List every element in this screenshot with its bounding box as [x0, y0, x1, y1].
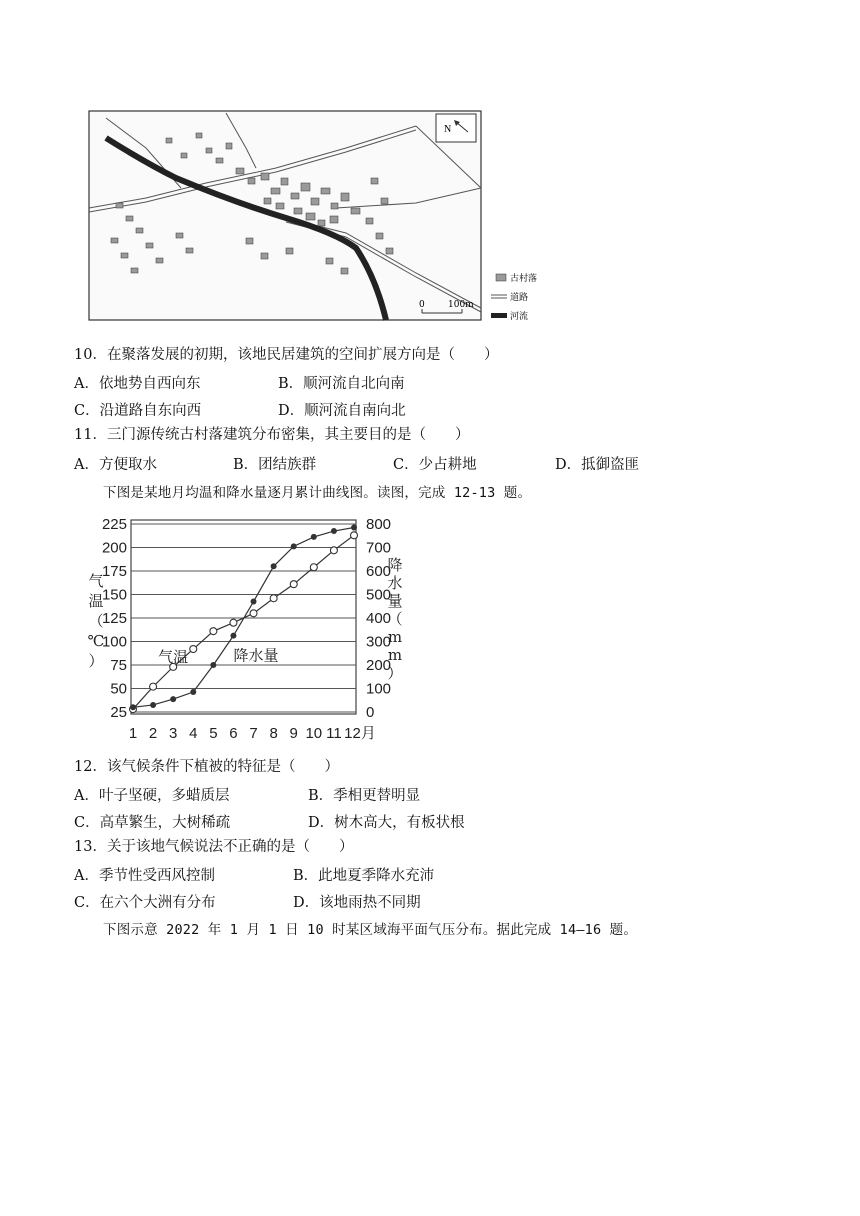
right-axis-label-char: 水	[387, 574, 403, 592]
left-axis-label-char: 气	[88, 572, 104, 590]
precipitation-point	[291, 543, 297, 549]
right-tick-label: 100	[366, 680, 392, 698]
left-axis-label-char: （	[88, 612, 104, 630]
series-line-temperature	[133, 535, 354, 709]
intro-12-13: 下图是某地月均温和降水量逐月累计曲线图。读图，完成 12-13 题。	[103, 485, 532, 501]
q13-option-b[interactable]: B．此地夏季降水充沛	[293, 868, 435, 884]
precipitation-point	[230, 633, 236, 639]
q13-option-c[interactable]: C．在六个大洲有分布	[74, 895, 216, 911]
temperature-point	[351, 532, 358, 539]
series-label-precipitation: 降水量	[233, 646, 279, 665]
scale-end: 100m	[448, 300, 474, 310]
q13-option-d[interactable]: D．该地雨热不同期	[293, 895, 421, 911]
left-tick-label: 150	[101, 586, 127, 604]
q12-option-b[interactable]: B．季相更替明显	[308, 788, 421, 804]
left-axis-label-char: 温	[88, 592, 104, 610]
right-axis-label-char: 量	[387, 592, 403, 610]
temperature-point	[310, 564, 317, 571]
x-tick-label: 7	[249, 725, 258, 742]
temperature-point	[210, 628, 217, 635]
q13-option-a[interactable]: A．季节性受西风控制	[74, 868, 215, 884]
left-tick-label: 200	[101, 539, 127, 557]
x-tick-label: 8	[269, 725, 278, 742]
temperature-point	[190, 646, 197, 653]
q10-option-c[interactable]: C．沿道路自东向西	[74, 403, 202, 419]
precipitation-point	[190, 689, 196, 695]
q12-stem: 12．该气候条件下植被的特征是（ ）	[74, 759, 339, 775]
q10-stem: 10．在聚落发展的初期，该地民居建筑的空间扩展方向是（ ）	[74, 347, 499, 363]
x-tick-label: 4	[189, 725, 198, 742]
q13-stem: 13．关于该地气候说法不正确的是（ ）	[74, 839, 354, 855]
left-tick-label: 225	[101, 516, 127, 533]
precipitation-point	[311, 534, 317, 540]
right-tick-label: 0	[366, 704, 375, 721]
left-tick-label: 100	[101, 633, 127, 651]
right-tick-label: 600	[366, 563, 392, 580]
legend-village-label: 古村落	[510, 274, 538, 284]
village-map-figure	[86, 108, 538, 324]
x-tick-label: 11	[326, 725, 342, 742]
right-tick-label: 800	[366, 516, 392, 533]
right-axis-label-char: 降	[387, 556, 403, 574]
legend-river-label: 河流	[510, 312, 529, 322]
precipitation-point	[251, 599, 257, 605]
left-axis-label-char: ℃	[87, 632, 105, 650]
right-tick-label: 300	[366, 633, 392, 651]
x-tick-label: 2	[148, 725, 158, 742]
precipitation-point	[130, 704, 136, 710]
left-tick-label: 50	[110, 680, 127, 698]
right-tick-label: 200	[366, 657, 392, 674]
precipitation-point	[210, 662, 216, 668]
temperature-point	[330, 547, 337, 554]
x-tick-label: 9	[289, 725, 298, 742]
x-tick-label: 12月	[344, 725, 376, 742]
precipitation-point	[351, 525, 357, 531]
x-tick-label: 6	[229, 725, 238, 742]
right-tick-label: 500	[366, 586, 392, 604]
north-label: N	[444, 124, 452, 135]
right-axis-label-char: m	[387, 628, 403, 646]
q10-option-a[interactable]: A．依地势自西向东	[74, 376, 201, 392]
q11-option-d[interactable]: D．抵御盗匪	[555, 457, 640, 473]
left-tick-label: 75	[110, 657, 127, 674]
q11-option-c[interactable]: C．少占耕地	[393, 457, 477, 473]
left-tick-label: 25	[110, 704, 127, 721]
plot-frame	[131, 520, 356, 714]
left-tick-label: 125	[101, 610, 127, 627]
q11-stem: 11．三门源传统古村落建筑分布密集，其主要目的是（ ）	[74, 427, 470, 443]
intro-14-16: 下图示意 2022 年 1 月 1 日 10 时某区域海平面气压分布。据此完成 14—16 题。	[103, 922, 638, 938]
right-axis-label-char: m	[387, 646, 403, 664]
right-tick-label: 700	[366, 539, 392, 557]
q11-option-a[interactable]: A．方便取水	[74, 457, 157, 473]
q11-option-b[interactable]: B．团结族群	[233, 457, 317, 473]
right-axis-label-char: （	[387, 610, 403, 628]
right-tick-label: 400	[366, 610, 392, 627]
x-tick-label: 5	[209, 725, 218, 742]
q10-option-d[interactable]: D．顺河流自南向北	[278, 403, 406, 419]
q12-option-a[interactable]: A．叶子坚硬，多蜡质层	[74, 788, 230, 804]
temperature-point	[250, 610, 257, 617]
precipitation-point	[170, 696, 176, 702]
precipitation-point	[150, 702, 156, 708]
x-tick-label: 10	[305, 725, 323, 742]
scale-start: 0	[419, 300, 425, 310]
left-tick-label: 175	[101, 563, 127, 580]
precipitation-point	[331, 528, 337, 534]
left-axis-label-char: ）	[88, 652, 104, 670]
q10-option-b[interactable]: B．顺河流自北向南	[278, 376, 405, 392]
temperature-point	[270, 595, 277, 602]
climate-chart	[86, 512, 406, 748]
temperature-point	[150, 683, 157, 690]
precipitation-point	[271, 563, 277, 569]
q12-option-d[interactable]: D．树木高大，有板状根	[308, 815, 465, 831]
right-axis-label-char: ）	[387, 664, 403, 682]
series-line-precipitation	[133, 528, 354, 708]
x-tick-label: 3	[169, 725, 178, 742]
series-label-temperature: 气温	[158, 648, 189, 667]
temperature-point	[290, 581, 297, 588]
temperature-point	[230, 619, 237, 626]
legend-road-label: 道路	[510, 293, 529, 303]
q12-option-c[interactable]: C．高草繁生，大树稀疏	[74, 815, 231, 831]
x-tick-label: 1	[128, 725, 138, 742]
